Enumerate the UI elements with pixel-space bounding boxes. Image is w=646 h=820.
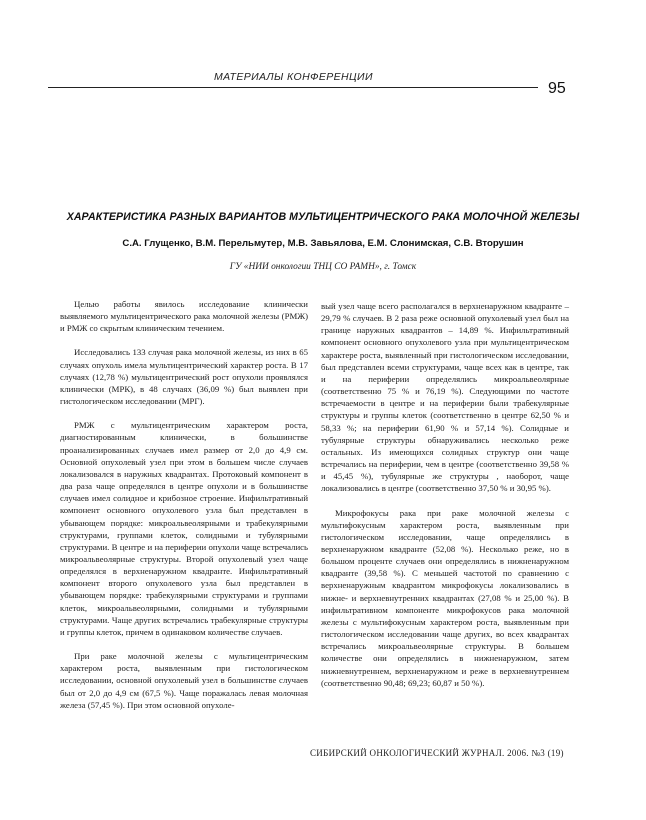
article-affiliation: ГУ «НИИ онкологии ТНЦ СО РАМН», г. Томск (229, 262, 417, 272)
right-column (321, 300, 569, 689)
paragraph: Исследовались 133 случая рака молочной железы, из них в 65 случаях опухоль имела мультицентрический характер роста. В 17 случаях (12,78 %) мультицентрический рост опухоли проявлялся клинически (МРК), в 48 случаях (36,09 %) был выявлен при гистологическом исследовании (МРГ). (60, 347, 308, 407)
page-number: 95 (548, 80, 566, 97)
article-authors: С.А. Глущенко, В.М. Перельмутер, М.В. Завьялова, Е.М. Слонимская, С.В. Вторушин (122, 238, 524, 249)
paragraph: Целью работы явилось исследование клинически выявляемого мультицентрического рака молочной железы (РМЖ) и РМЖ со скрытым клиническим течением. (60, 299, 308, 334)
header-rule (48, 87, 538, 88)
paragraph: РМЖ с мультицентрическим характером роста, диагностированным клинически, в большинстве проанализированных случаев имел размер от 2,0 до 4,9 см. Основной опухолевый узел при этом в большем числе случаев локализовался в наружных квадрантах. Протоковый компонент в два раза чаще определялся в центре опухоли и в большинстве случаев имел солидное и крибозное строение. Инфильтративный компонент основного опухолевого узла был представлен в убывающем порядке: микроальвеолярными и трабекулярными структурами, группами клеток, солидными и тубулярными структурами. В центре и на периферии опухоли чаще встречались микроальвеолярные структуры. Второй опухолевый узел чаще определялся в верхненаружном квадранте. Инфильтративный компонент второго опухолевого узла был представлен в убывающем порядке: трабекулярными структурами и группами клеток, микроальвеолярными, солидными и тубулярными структурами. Чаще других встречались трабекулярные структуры и группы клеток, причем в одинаковом количестве случаев. (60, 420, 308, 637)
section-label: МАТЕРИАЛЫ КОНФЕРЕНЦИИ (214, 71, 373, 83)
paragraph: Микрофокусы рака при раке молочной железы с мультифокусным характером роста, выявленным при гистологическом исследовании, чаще определялись в верхненаружном квадранте (52,08 %). Несколько реже, но в большом проценте случаев они определялись в нижненаружном квадранте (39,58 %). С меньшей частотой по сравнению с верхненаружным квадрантом микрофокусы локализовались в нижне- и верхневнутренних квадрантах (27,08 % и 25,00 %). В инфильтративном компоненте микрофокусов рака молочной железы с мультифокусным характером роста, выявленным при гистологическом исследовании чаще других, во всех квадрантах встречались микроальвеолярные структуры. В большем количестве они определялись в нижненаружном, затем нижневнутреннем, верхненаружном и реже в верхневнутреннем (соответственно 90,48; 69,23; 60,87 и 50 %). (321, 507, 569, 688)
paragraph: При раке молочной железы с мультицентрическим характером роста, выявленным при гистологическом исследовании, основной опухолевый узел в большинстве случаев был от 2,0 до 4,9 см (67,5 %). Чаще поражалась левая молочная железа (57,45 %). При этом основной опухоле- (60, 651, 308, 710)
paragraph: вый узел чаще всего располагался в верхненаружном квадранте – 29,79 % случаев. В 2 раза реже основной опухолевый узел был на границе наружных квадрантов – 14,89 %. Инфильтративный компонент основного опухолевого узла при мультицентрическом характере роста, выявленный при гистологическом исследовании, был представлен всеми структурами, чаще всех как в центре, так и на периферии определялись микроальвеолярные (соответственно 75 % и 76,19 %). Следующими по частоте встречаемости в центре и на периферии были трабекулярные структуры и группы клеток (соответственно в центре 62,50 % и 58,33 %; на периферии 61,90 % и 57,14 %). Солидные и тубулярные структуры обнаруживались несколько реже остальных. Из имеющихся солидных структур они чаще встречались на периферии, чем в центре (соответственно 39,58 % и 45,45 %), тубулярные же структуры , наоборот, чаще локализовались в центре (соответственно 37,50 % и 30,95 %). (321, 301, 569, 494)
left-column (60, 298, 308, 711)
journal-footer: СИБИРСКИЙ ОНКОЛОГИЧЕСКИЙ ЖУРНАЛ. 2006. №3 (19) (310, 748, 564, 758)
article-title: ХАРАКТЕРИСТИКА РАЗНЫХ ВАРИАНТОВ МУЛЬТИЦЕНТРИЧЕСКОГО РАКА МОЛОЧНОЙ ЖЕЛЕЗЫ (66, 211, 580, 223)
